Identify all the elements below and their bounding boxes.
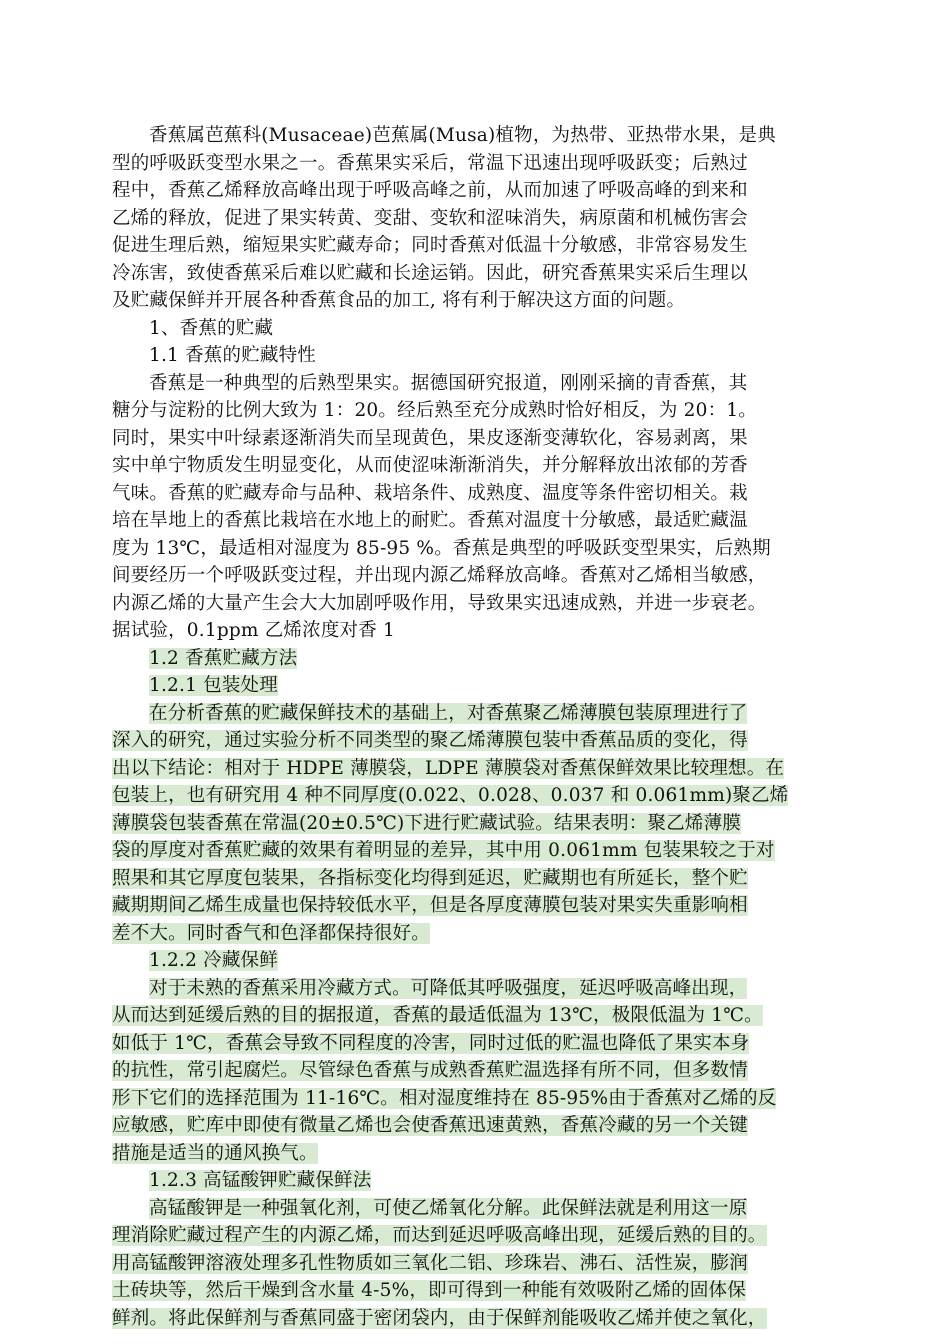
text-line bbox=[112, 1195, 852, 1223]
text-line bbox=[112, 177, 852, 205]
paragraph bbox=[112, 1195, 852, 1333]
line-text: 气味。香蕉的贮藏寿命与品种、栽培条件、成熟度、温度等条件密切相关。栽 bbox=[112, 482, 748, 504]
text-line bbox=[112, 205, 852, 233]
line-text: 1.2 香蕉贮藏方法 bbox=[149, 647, 298, 669]
line-text: 从而达到延缓后熟的目的据报道，香蕉的最适低温为 13℃，极限低温为 1℃。 bbox=[112, 1005, 763, 1026]
text-line bbox=[112, 150, 852, 178]
line-text: 差不大。同时香气和色泽都保持很好。 bbox=[112, 922, 430, 944]
line-text: 据试验，0.1ppm 乙烯浓度对香 1 bbox=[112, 620, 395, 641]
text-line bbox=[112, 452, 852, 480]
text-line bbox=[112, 1085, 852, 1113]
text-line bbox=[112, 1112, 852, 1140]
text-line bbox=[112, 920, 852, 948]
line-text: 内源乙烯的大量产生会大大加剧呼吸作用，导致果实迅速成熟，并进一步衰老。 bbox=[112, 592, 767, 614]
text-line bbox=[112, 1057, 852, 1085]
text-line bbox=[112, 397, 852, 425]
text-line bbox=[112, 535, 852, 563]
line-text: 形下它们的选择范围为 11-16℃。相对湿度维持在 85-95%由于香蕉对乙烯的反 bbox=[112, 1087, 777, 1109]
line-text: 培在旱地上的香蕉比栽培在水地上的耐贮。香蕉对温度十分敏感，最适贮藏温 bbox=[112, 510, 748, 531]
line-text: 香蕉属芭蕉科(Musaceae)芭蕉属(Musa)植物，为热带、亚热带水果，是典 bbox=[149, 125, 776, 146]
line-text: 乙烯的释放，促进了果实转黄、变甜、变软和涩味消失，病原菌和机械伤害会 bbox=[112, 207, 748, 229]
line-text: 同时，果实中叶绿素逐渐消失而呈现黄色，果皮逐渐变薄软化，容易剥离，果 bbox=[112, 427, 748, 449]
paragraph bbox=[112, 645, 852, 673]
text-line bbox=[112, 672, 852, 700]
line-text: 鲜剂。将此保鲜剂与香蕉同盛于密闭袋内，由于保鲜剂能吸收乙烯并使之氧化， bbox=[112, 1307, 767, 1329]
text-line bbox=[112, 810, 852, 838]
text-line bbox=[112, 645, 852, 673]
paragraph bbox=[112, 122, 852, 315]
line-text: 1.2.1 包装处理 bbox=[149, 675, 278, 696]
line-text: 间要经历一个呼吸跃变过程，并出现内源乙烯释放高峰。香蕉对乙烯相当敏感， bbox=[112, 565, 767, 586]
paragraph bbox=[112, 342, 852, 370]
paragraph bbox=[112, 1167, 852, 1195]
text-line bbox=[112, 590, 852, 618]
line-text: 实中单宁物质发生明显变化，从而使涩味渐渐消失，并分解释放出浓郁的芳香 bbox=[112, 455, 748, 476]
line-text: 1.1 香蕉的贮藏特性 bbox=[149, 345, 317, 366]
line-text: 度为 13℃，最适相对湿度为 85-95 %。香蕉是典型的呼吸跃变型果实，后熟期 bbox=[112, 537, 771, 559]
text-line bbox=[112, 727, 852, 755]
document-body bbox=[112, 122, 852, 1332]
text-line bbox=[112, 1140, 852, 1168]
text-line bbox=[112, 837, 852, 865]
text-line bbox=[112, 782, 852, 810]
text-line bbox=[112, 425, 852, 453]
line-text: 藏期期间乙烯生成量也保持较低水平，但是各厚度薄膜包装对果实失重影响相 bbox=[112, 895, 748, 916]
text-line bbox=[112, 700, 852, 728]
text-line bbox=[112, 480, 852, 508]
text-line bbox=[112, 865, 852, 893]
paragraph bbox=[112, 672, 852, 700]
line-text: 1.2.3 高锰酸钾贮藏保鲜法 bbox=[149, 1170, 372, 1191]
text-line bbox=[112, 617, 852, 645]
line-text: 对于未熟的香蕉采用冷藏方式。可降低其呼吸强度，延迟呼吸高峰出现， bbox=[149, 977, 748, 999]
line-text: 及贮藏保鲜并开展各种香蕉食品的加工, 将有利于解决这方面的问题。 bbox=[112, 290, 686, 311]
text-line bbox=[112, 122, 852, 150]
text-line bbox=[112, 1030, 852, 1058]
text-line bbox=[112, 315, 852, 343]
text-line bbox=[112, 342, 852, 370]
line-text: 冷冻害，致使香蕉采后难以贮藏和长途运销。因此，研究香蕉果实采后生理以 bbox=[112, 262, 748, 284]
text-line bbox=[112, 947, 852, 975]
paragraph bbox=[112, 947, 852, 975]
line-text: 的抗性，常引起腐烂。尽管绿色香蕉与成熟香蕉贮温选择有所不同，但多数情 bbox=[112, 1060, 748, 1081]
text-line bbox=[112, 892, 852, 920]
line-text: 高锰酸钾是一种强氧化剂，可使乙烯氧化分解。此保鲜法就是利用这一原 bbox=[149, 1197, 748, 1219]
line-text: 袋的厚度对香蕉贮藏的效果有着明显的差异，其中用 0.061mm 包装果较之于对 bbox=[112, 840, 775, 861]
text-line bbox=[112, 755, 852, 783]
text-line bbox=[112, 507, 852, 535]
line-text: 应敏感，贮库中即使有微量乙烯也会使香蕉迅速黄熟，香蕉冷藏的另一个关键 bbox=[112, 1115, 748, 1136]
text-line bbox=[112, 1002, 852, 1030]
line-text: 程中，香蕉乙烯释放高峰出现于呼吸高峰之前，从而加速了呼吸高峰的到来和 bbox=[112, 180, 748, 201]
paragraph bbox=[112, 315, 852, 343]
line-text: 1.2.2 冷藏保鲜 bbox=[149, 950, 278, 971]
paragraph bbox=[112, 370, 852, 645]
line-text: 措施是适当的通风换气。 bbox=[112, 1142, 318, 1164]
line-text: 薄膜袋包装香蕉在常温(20±0.5℃)下进行贮藏试验。结果表明：聚乙烯薄膜 bbox=[112, 812, 741, 834]
line-text: 如低于 1℃，香蕉会导致不同程度的冷害，同时过低的贮温也降低了果实本身 bbox=[112, 1032, 750, 1054]
line-text: 深入的研究，通过实验分析不同类型的聚乙烯薄膜包装中香蕉品质的变化，得 bbox=[112, 730, 748, 751]
line-text: 土砖块等，然后干燥到含水量 4-5%，即可得到一种能有效吸附乙烯的固体保 bbox=[112, 1280, 746, 1301]
text-line bbox=[112, 1222, 852, 1250]
text-line bbox=[112, 1305, 852, 1333]
paragraph bbox=[112, 975, 852, 1168]
text-line bbox=[112, 1277, 852, 1305]
text-line bbox=[112, 370, 852, 398]
line-text: 在分析香蕉的贮藏保鲜技术的基础上，对香蕉聚乙烯薄膜包装原理进行了 bbox=[149, 702, 748, 724]
line-text: 理消除贮藏过程产生的内源乙烯，而达到延迟呼吸高峰出现，延缓后熟的目的。 bbox=[112, 1225, 767, 1246]
line-text: 照果和其它厚度包装果，各指标变化均得到延迟，贮藏期也有所延长，整个贮 bbox=[112, 867, 748, 889]
text-line bbox=[112, 287, 852, 315]
line-text: 香蕉是一种典型的后熟型果实。据德国研究报道，刚刚采摘的青香蕉，其 bbox=[149, 372, 748, 394]
line-text: 型的呼吸跃变型水果之一。香蕉果实采后，常温下迅速出现呼吸跃变；后熟过 bbox=[112, 152, 748, 174]
line-text: 用高锰酸钾溶液处理多孔性物质如三氧化二铝、珍珠岩、沸石、活性炭，膨润 bbox=[112, 1252, 748, 1274]
line-text: 糖分与淀粉的比例大致为 1：20。经后熟至充分成熟时恰好相反，为 20：1。 bbox=[112, 400, 757, 421]
text-line bbox=[112, 1250, 852, 1278]
text-line bbox=[112, 260, 852, 288]
line-text: 出以下结论：相对于 HDPE 薄膜袋，LDPE 薄膜袋对香蕉保鲜效果比较理想。在 bbox=[112, 757, 785, 779]
text-line bbox=[112, 232, 852, 260]
line-text: 促进生理后熟，缩短果实贮藏寿命；同时香蕉对低温十分敏感，非常容易发生 bbox=[112, 235, 748, 256]
line-text: 包装上，也有研究用 4 种不同厚度(0.022、0.028、0.037 和 0.061mm)聚乙烯 bbox=[112, 785, 789, 806]
text-line bbox=[112, 975, 852, 1003]
line-text: 1、香蕉的贮藏 bbox=[149, 317, 274, 339]
text-line bbox=[112, 1167, 852, 1195]
text-line bbox=[112, 562, 852, 590]
paragraph bbox=[112, 700, 852, 948]
